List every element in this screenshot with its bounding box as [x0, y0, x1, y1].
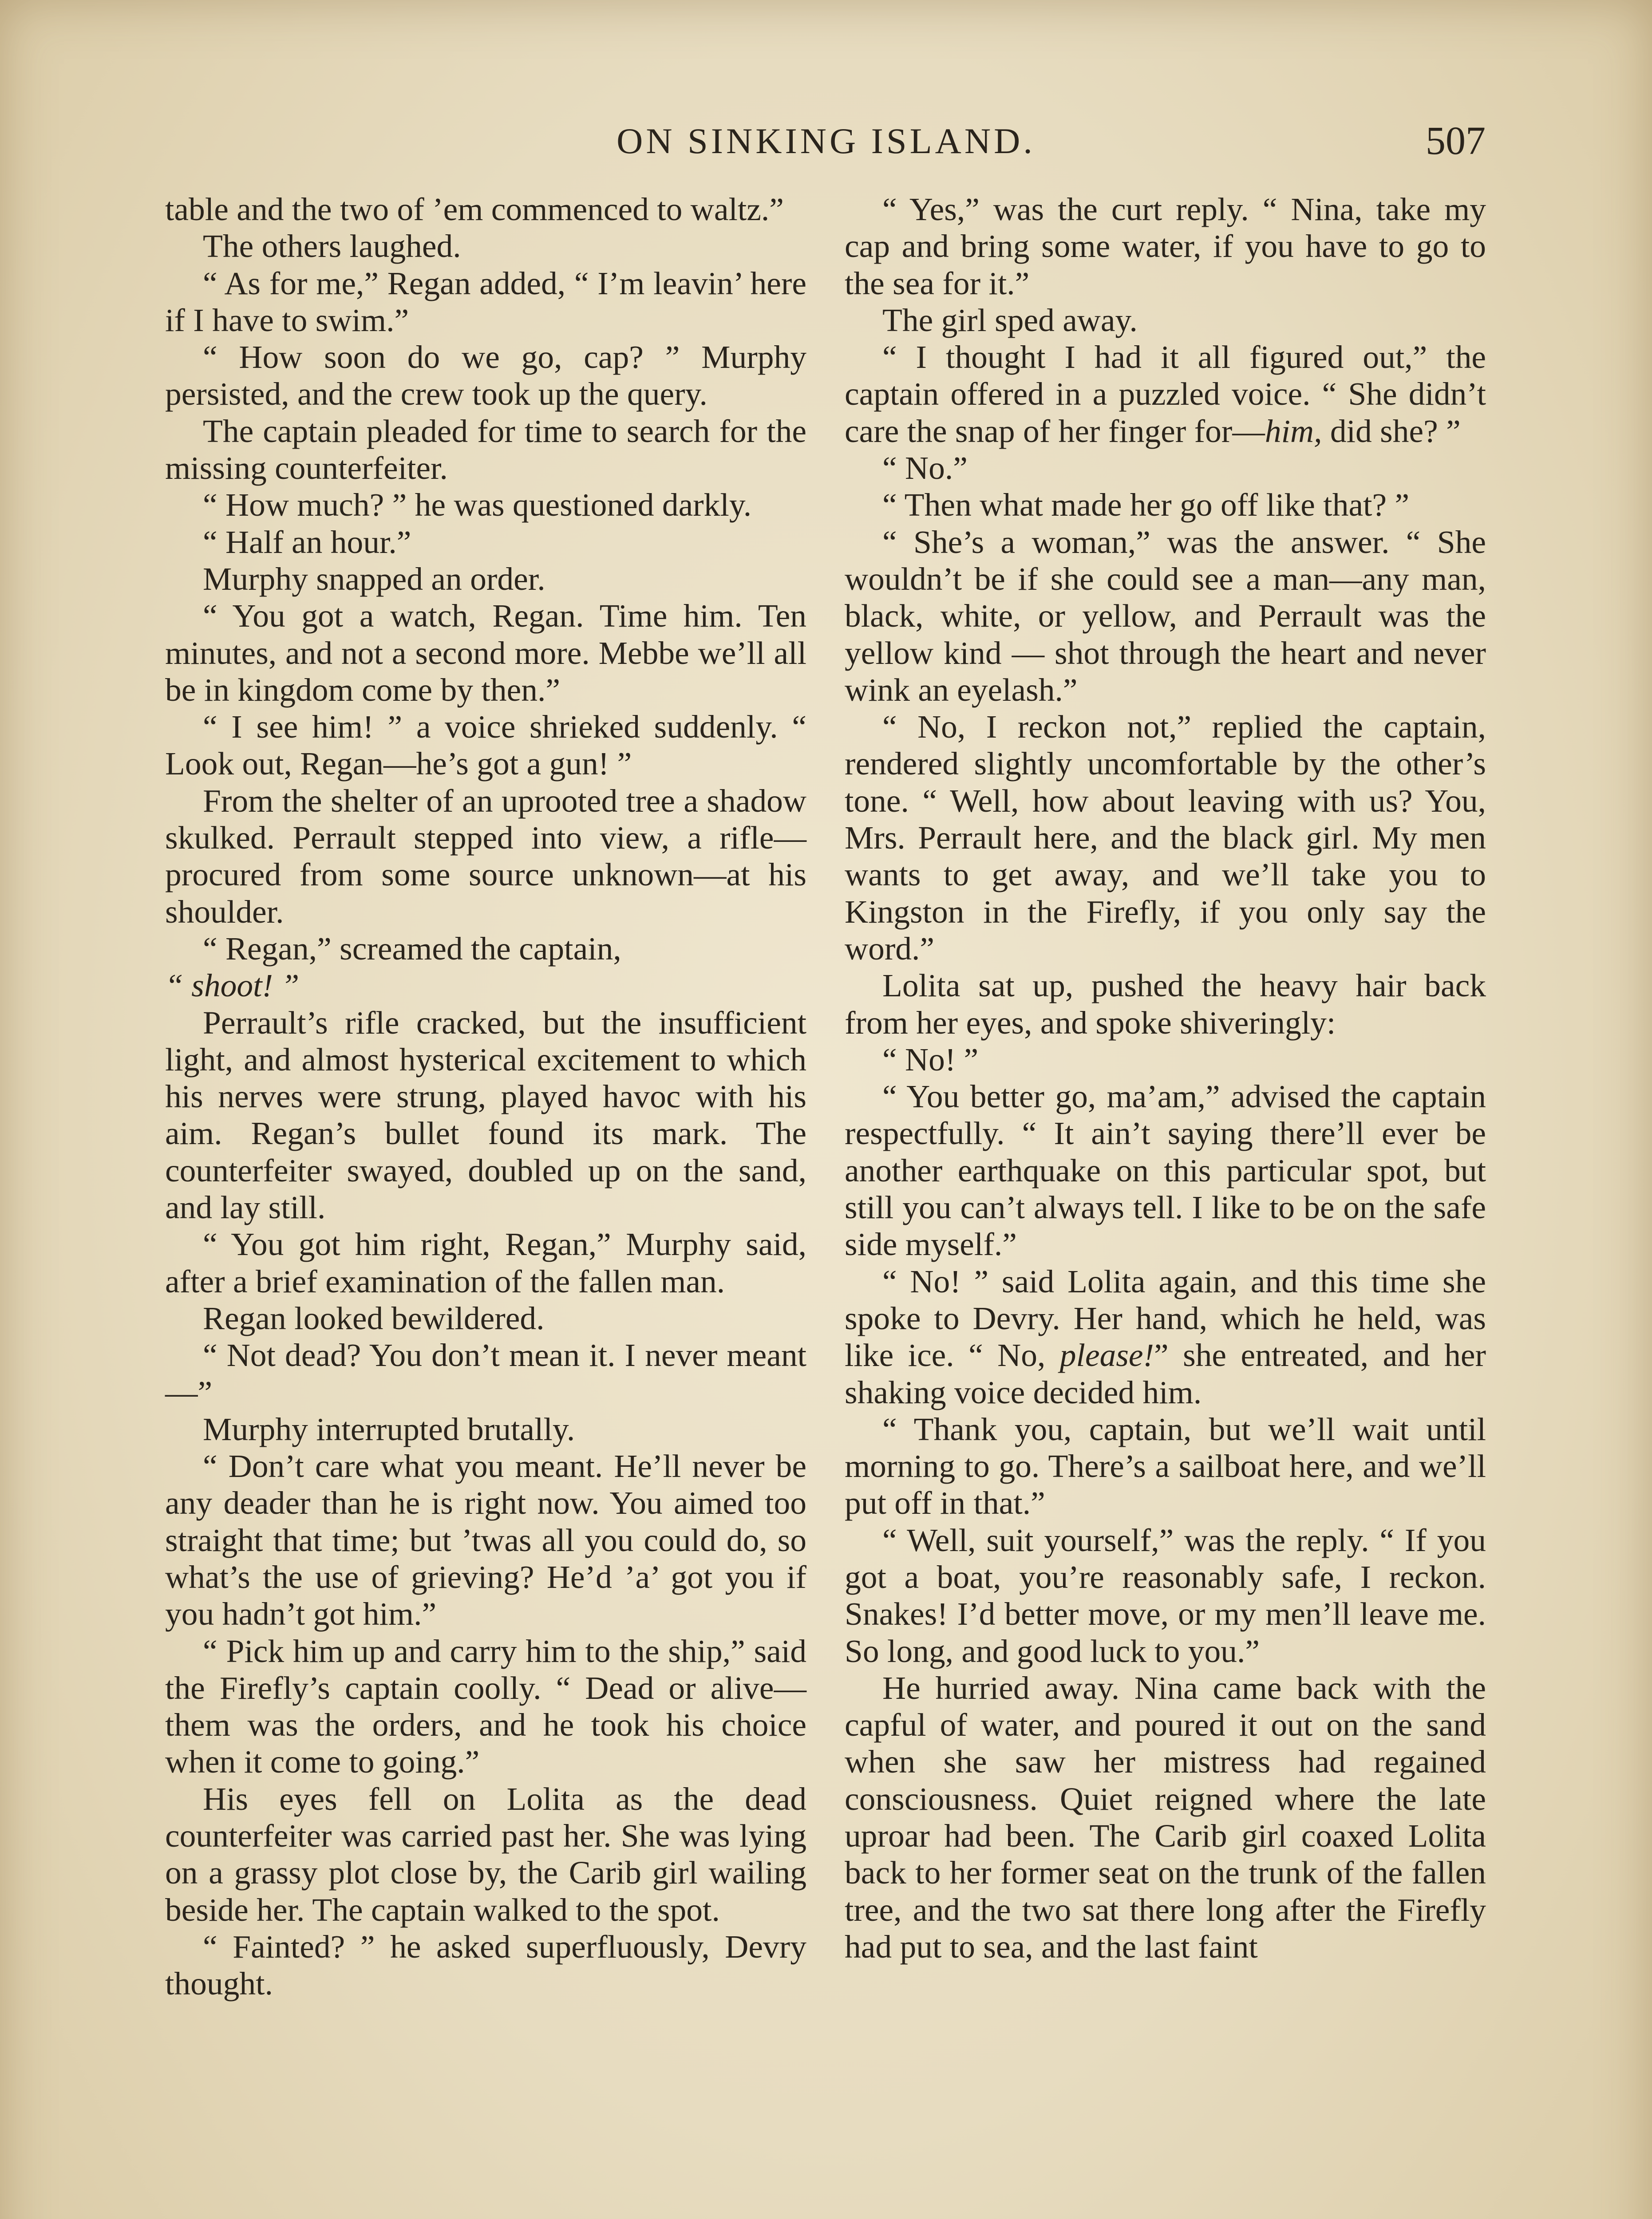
text-run: “ No! ” said Lolita again, and this time she spoke to Devry. Her hand, which he held, was like ice. “ No, [845, 1263, 1486, 1374]
paragraph: Lolita sat up, pushed the heavy hair back from her eyes, and spoke shiveringly: [845, 967, 1486, 1041]
paragraph-italic [165, 967, 806, 1004]
paragraph: “ I see him! ” a voice shrieked suddenly. “ Look out, Regan—he’s got a gun! ” [165, 709, 806, 782]
page-number: 507 [1426, 119, 1486, 163]
paragraph: table and the two of ’em commenced to waltz.” [165, 191, 784, 227]
paragraph: “ You got a watch, Regan. Time him. Ten minutes, and not a second more. Mebbe we’ll all be in kingdom come by then.” [165, 598, 806, 708]
paragraph: The girl sped away. [882, 302, 1138, 338]
paragraph: “ How much? ” he was questioned darkly. [203, 487, 752, 523]
paragraph: “ Don’t care what you meant. He’ll never be any deader than he is right now. You aimed too straight that time; but ’twas all you could do, so what’s the use of grieving? He’d ’a’ got you if you hadn’t got him.” [165, 1448, 806, 1632]
paragraph: “ No! ” [882, 1041, 979, 1078]
text-run: “ I thought I had it all figured out,” the captain offered in a puzzled voice. “ She didn’t care the snap of her finger for— [845, 339, 1486, 449]
right-text-column [845, 191, 1486, 1965]
paragraph: “ Then what made her go off like that? ” [882, 487, 1410, 523]
paragraph: “ No, I reckon not,” replied the captain, rendered slightly uncomfortable by the other’s tone. “ Well, how about leaving with us? You, Mrs. Perrault here, and the black girl. My men wants to get away, and we’ll take you to Kingston in the Firefly, if you only say the word.” [845, 709, 1486, 967]
paragraph: The captain pleaded for time to search for the missing counterfeiter. [165, 413, 806, 486]
paragraph: Murphy snapped an order. [203, 561, 545, 597]
paragraph: “ Well, suit yourself,” was the reply. “ If you got a boat, you’re reasonably safe, I reckon. Snakes! I’d better move, or my men’ll leave me. So long, and good luck to you.” [845, 1522, 1486, 1669]
paragraph [845, 339, 1486, 450]
paragraph: He hurried away. Nina came back with the capful of water, and poured it out on the sand when she saw her mistress had regained consciousness. Quiet reigned where the late uproar had been. The Carib girl coaxed Lolita back to her former seat on the trunk of the fallen tree, and the two sat there long after the Firefly had put to sea, and the last faint [845, 1670, 1486, 1965]
paragraph: His eyes fell on Lolita as the dead counterfeiter was carried past her. She was lying on a grassy plot close by, the Carib girl wailing beside her. The captain walked to the spot. [165, 1781, 806, 1928]
paragraph: “ Pick him up and carry him to the ship,” said the Firefly’s captain coolly. “ Dead or alive—them was the orders, and he took his choice when it come to going.” [165, 1633, 806, 1780]
paragraph: “ Fainted? ” he asked superfluously, Devry thought. [165, 1928, 806, 2002]
left-text-column [165, 191, 806, 2002]
paragraph: “ How soon do we go, cap? ” Murphy persisted, and the crew took up the query. [165, 339, 806, 412]
text-run: ” she entreated, and her shaking voice decided him. [845, 1337, 1486, 1410]
italic-text: please! [1059, 1337, 1154, 1374]
paragraph: “ No.” [882, 450, 968, 486]
paragraph: “ As for me,” Regan added, “ I’m leavin’ here if I have to swim.” [165, 265, 806, 338]
paragraph: “ Thank you, captain, but we’ll wait until morning to go. There’s a sailboat here, and we’ll put off in that.” [845, 1411, 1486, 1521]
paragraph: Perrault’s rifle cracked, but the insufficient light, and almost hysterical excitement to which his nerves were strung, played havoc with his aim. Regan’s bullet found its mark. The counterfeiter swayed, doubled up on the sand, and lay still. [165, 1004, 806, 1226]
paragraph: “ Not dead? You don’t mean it. I never meant—” [165, 1337, 806, 1410]
paragraph: Murphy interrupted brutally. [203, 1411, 575, 1447]
paragraph: Regan looked bewildered. [203, 1300, 545, 1336]
paragraph: From the shelter of an uprooted tree a shadow skulked. Perrault stepped into view, a rifle—procured from some source unknown—at his shoulder. [165, 782, 806, 930]
paragraph: “ She’s a woman,” was the answer. “ She wouldn’t be if she could see a man—any man, black, white, or yellow, and Perrault was the yellow kind — shot through the heart and never wink an eyelash.” [845, 524, 1486, 708]
running-head: ON SINKING ISLAND. [617, 121, 1035, 161]
italic-text: “ shoot! ” [165, 967, 300, 1004]
text-run: did she? ” [1322, 413, 1461, 449]
page-header [0, 115, 1652, 168]
paragraph: “ You got him right, Regan,” Murphy said, after a brief examination of the fallen man. [165, 1226, 806, 1299]
paragraph: The others laughed. [203, 228, 461, 265]
italic-text: him, [1265, 413, 1322, 449]
paragraph: “ Yes,” was the curt reply. “ Nina, take my cap and bring some water, if you have to go to the sea for it.” [845, 191, 1486, 301]
paragraph [845, 1263, 1486, 1411]
paragraph: “ You better go, ma’am,” advised the captain respectfully. “ It ain’t saying there’ll ever be another earthquake on this particular spot, but still you can’t always tell. I like to be on the safe side myself.” [845, 1078, 1486, 1263]
paragraph: “ Half an hour.” [203, 524, 411, 560]
paragraph: “ Regan,” screamed the captain, [203, 930, 621, 967]
